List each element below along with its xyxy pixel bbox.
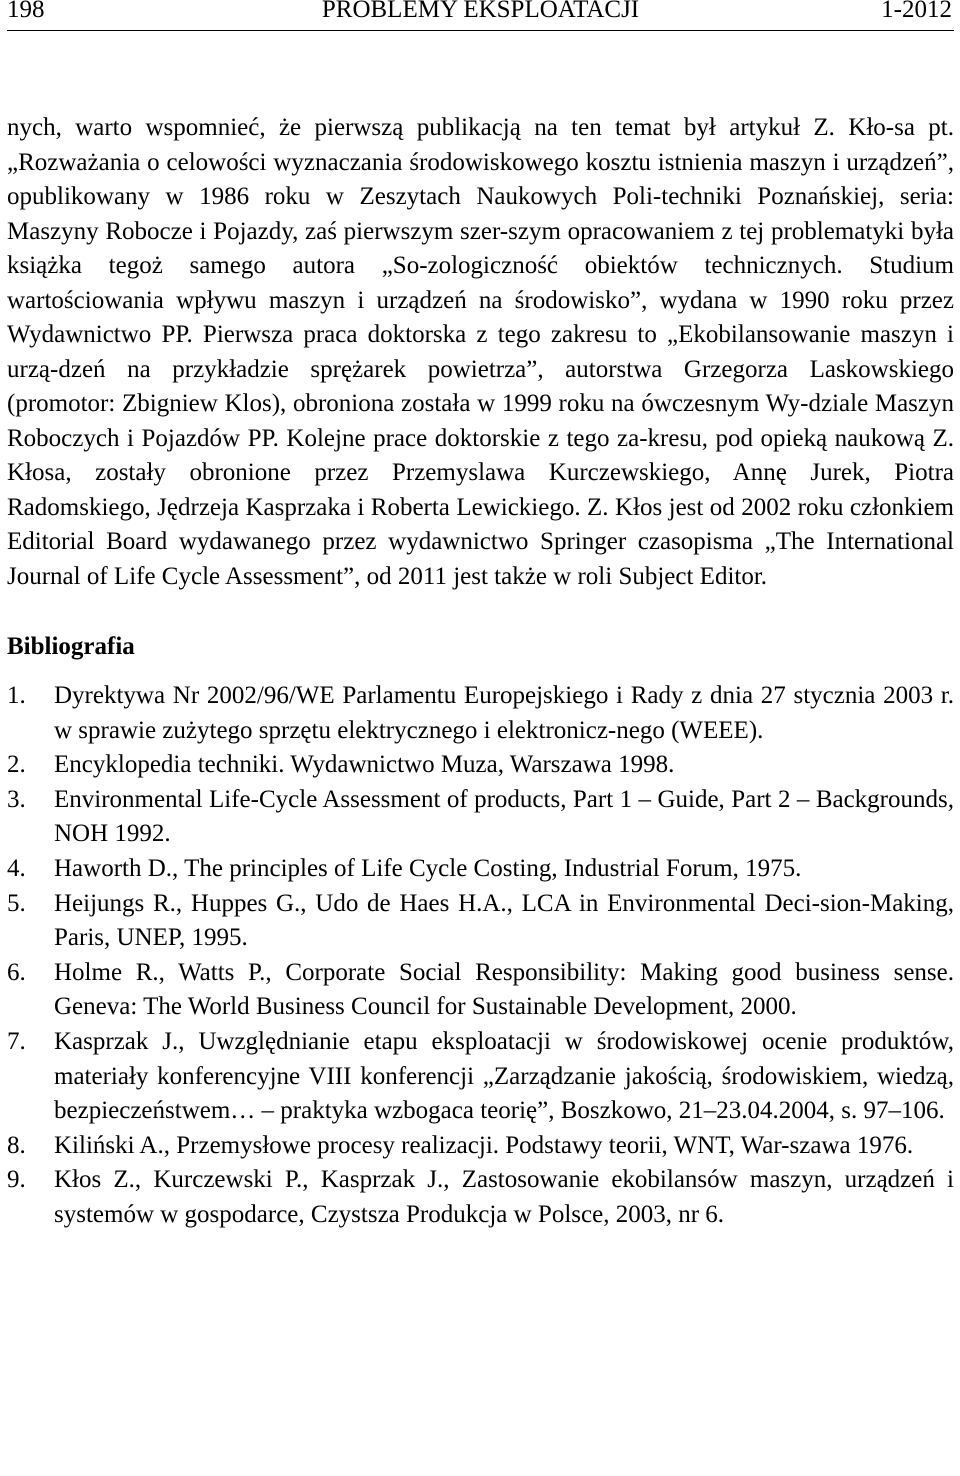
item-text: Environmental Life-Cycle Assessment of products, Part 1 – Guide, Part 2 – Backgrounds, NOH 1992. [54,785,954,848]
item-text: Dyrektywa Nr 2002/96/WE Parlamentu Europejskiego i Rady z dnia 27 stycznia 2003 r. w sprawie zużytego sprzętu elektrycznego i elektronicz-nego (WEEE). [54,682,954,744]
item-text: Encyklopedia techniki. Wydawnictwo Muza, Warszawa 1998. [54,751,675,779]
item-number: 8. [7,1131,26,1159]
item-text: Kasprzak J., Uwzględnianie etapu eksploatacji w środowiskowej ocenie produktów, materiały konferencyjne VIII konferencji „Zarządzanie jakością, środowiskiem, wiedzą, bezpieczeństwem… – praktyka wzbogaca teorię”, Boszkowo, 21–23.04.2004, s. 97–106. [54,1027,954,1125]
item-number: 1. [7,682,26,709]
bibliography-item [7,1129,954,1164]
bibliography-heading: Bibliografia [7,633,135,660]
bibliography-item [7,1025,954,1129]
item-number: 7. [7,1027,26,1055]
item-number: 4. [7,854,26,882]
issue-number: 1-2012 [881,0,952,23]
body-paragraph: nych, warto wspomnieć, że pierwszą publikacją na ten temat był artykuł Z. Kło-sa pt. „Rozważania o celowości wyznaczania środowiskowego kosztu istnienia maszyn i urządzeń”, opublikowany w 1986 roku w Zeszytach Naukowych Poli-techniki Poznańskiej, seria: Maszyny Robocze i Pojazdy, zaś pierwszym szer-szym opracowaniem z tej problematyki była książka tegoż samego autora „So-zologiczność obiektów technicznych. Studium wartościowania wpływu maszyn i urządzeń na środowisko”, wydana w 1990 roku przez Wydawnictwo PP. Pierwsza praca doktorska z tego zakresu to „Ekobilansowanie maszyn i urzą-dzeń na przykładzie sprężarek powietrza”, autorstwa Grzegorza Laskowskiego (promotor: Zbigniew Klos), obroniona została w 1999 roku na ówczesnym Wy-dziale Maszyn Roboczych i Pojazdów PP. Kolejne prace doktorskie z tego za-kresu, pod opieką naukową Z. Kłosa, zostały obronione przez Przemyslawa Kurczewskiego, Annę Jurek, Piotra Radomskiego, Jędrzeja Kasprzaka i Roberta Lewickiego. Z. Kłos jest od 2002 roku członkiem Editorial Board wydawanego przez wydawnictwo Springer czasopisma „The International Journal of Life Cycle Assessment”, od 2011 jest także w roli Subject Editor. [7,114,954,590]
page-number: 198 [7,0,45,23]
item-number: 6. [7,958,26,986]
bibliography-item [7,748,954,783]
bibliography-item [7,887,954,956]
item-text: Holme R., Watts P., Corporate Social Responsibility: Making good business sense. Geneva: The World Business Council for Sustainable Development, 2000. [54,958,954,1021]
item-number: 5. [7,889,26,917]
bibliography-item [7,956,954,1025]
document-page [7,0,954,1233]
item-text: Haworth D., The principles of Life Cycle Costing, Industrial Forum, 1975. [54,854,802,882]
item-text: Kiliński A., Przemysłowe procesy realizacji. Podstawy teorii, WNT, War-szawa 1976. [54,1131,914,1159]
item-number: 3. [7,785,26,813]
journal-title: PROBLEMY EKSPLOATACJI [321,0,640,23]
item-number: 2. [7,751,26,779]
item-number: 9. [7,1166,26,1194]
bibliography-item [7,852,954,887]
bibliography-item [7,679,954,748]
bibliography-list [7,679,954,1233]
running-header [7,0,954,31]
bibliography-item [7,783,954,852]
bibliography-item [7,1163,954,1232]
item-text: Kłos Z., Kurczewski P., Kasprzak J., Zastosowanie ekobilansów maszyn, urządzeń i systemów w gospodarce, Czystsza Produkcja w Polsce, 2003, nr 6. [54,1166,954,1228]
item-text: Heijungs R., Huppes G., Udo de Haes H.A., LCA in Environmental Deci-sion-Making, Paris, UNEP, 1995. [54,889,954,952]
